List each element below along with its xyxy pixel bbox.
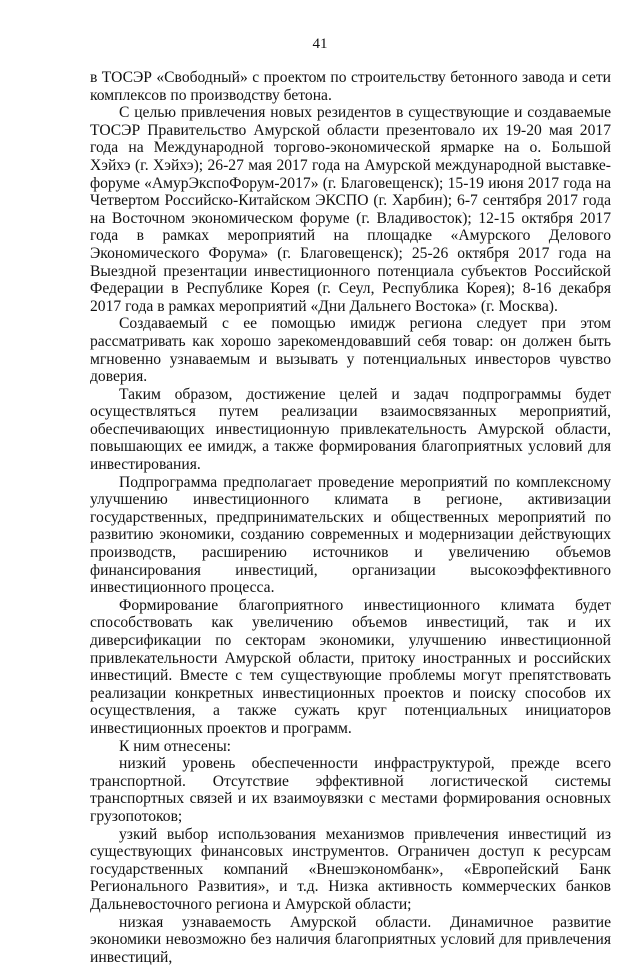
paragraph-7: К ним отнесены: <box>90 738 611 756</box>
paragraph-5: Подпрограмма предполагает проведение мероприятий по комплексному улучшению инвестиционного климата в регионе, активизации государственных, предпринимательских и общественных мероприятий по развитию экономики, созданию современных и модернизации действующих производств, расширению источников и увеличению объемов финансирования инвестиций, организации высокоэффективного инвестиционного процесса. <box>90 474 611 597</box>
paragraph-8: низкий уровень обеспеченности инфраструктурой, прежде всего транспортной. Отсутствие эффективной логистической системы транспортных связей и их взаимоувязки с местами формирования основных грузопотоков; <box>90 755 611 825</box>
page-number: 41 <box>0 36 640 53</box>
paragraph-2: С целью привлечения новых резидентов в существующие и создаваемые ТОСЭР Правительство Амурской области презентовало их 19-20 мая 2017 года на Международной торгово-экономической ярмарке на о. Большой Хэйхэ (г. Хэйхэ); 26-27 мая 2017 года на Амурской международной выставке-форуме «АмурЭкспоФорум-2017» (г. Благовещенск); 15-19 июня 2017 года на Четвертом Российско-Китайском ЭКСПО (г. Харбин); 6-7 сентября 2017 года на Восточном экономическом форуме (г. Владивосток); 12-15 октября 2017 года в рамках мероприятий на площадке «Амурского Делового Экономического Форума» (г. Благовещенск); 25-26 октября 2017 года на Выездной презентации инвестиционного потенциала субъектов Российской Федерации в Республике Корея (г. Сеул, Республика Корея); 8-16 декабря 2017 года в рамках мероприятий «Дни Дальнего Востока» (г. Москва). <box>90 104 611 315</box>
paragraph-6: Формирование благоприятного инвестиционного климата будет способствовать как увеличению объемов инвестиций, так и их диверсификации по секторам экономики, улучшению инвестиционной привлекательности Амурской области, притоку иностранных и российских инвестиций. Вместе с тем существующие проблемы могут препятствовать реализации конкретных инвестиционных проектов и поиску способов их осуществления, а также сужать круг потенциальных инициаторов инвестиционных проектов и программ. <box>90 597 611 738</box>
paragraph-10: низкая узнаваемость Амурской области. Динамичное развитие экономики невозможно без наличия благоприятных условий для привлечения инвестиций, <box>90 914 611 966</box>
body-text <box>90 69 611 966</box>
paragraph-9: узкий выбор использования механизмов привлечения инвестиций из существующих финансовых инструментов. Ограничен доступ к ресурсам государственных компаний «Внешэкономбанк», «Европейский Банк Регионального Развития», и т.д. Низка активность коммерческих банков Дальневосточного региона и Амурской области; <box>90 826 611 914</box>
paragraph-4: Таким образом, достижение целей и задач подпрограммы будет осуществляться путем реализации взаимосвязанных мероприятий, обеспечивающих инвестиционную привлекательность Амурской области, повышающих ее имидж, а также формирования благоприятных условий для инвестирования. <box>90 386 611 474</box>
paragraph-3: Создаваемый с ее помощью имидж региона следует при этом рассматривать как хорошо зарекомендовавший себя товар: он должен быть мгновенно узнаваемым и вызывать у потенциальных инвесторов чувство доверия. <box>90 315 611 385</box>
paragraph-1: в ТОСЭР «Свободный» с проектом по строительству бетонного завода и сети комплексов по производству бетона. <box>90 69 611 104</box>
